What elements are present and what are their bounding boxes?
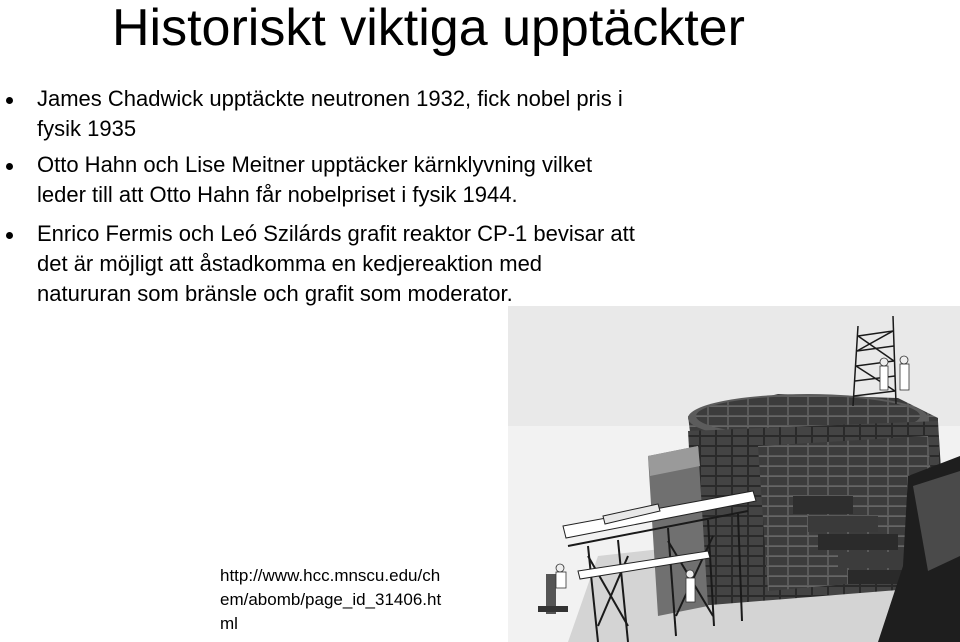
bullet-line: fysik 1935 xyxy=(37,116,137,141)
image-caption xyxy=(214,562,474,642)
bullet-dot-icon xyxy=(6,163,13,170)
bullet-text xyxy=(37,150,717,210)
slide-title: Historiskt viktiga upptäckter xyxy=(112,0,745,57)
bullet-line: James Chadwick upptäckte neutronen 1932, fick nobel pris i xyxy=(37,86,623,111)
caption-line: em/abomb/page_id_31406.ht xyxy=(220,590,442,609)
bullet-line: det är möjligt att åstadkomma en kedjereaktion med xyxy=(37,251,543,276)
bullet-dot-icon xyxy=(6,97,13,104)
bullet-line: natururan som bränsle och grafit som moderator. xyxy=(37,281,513,306)
bullet-dot-icon xyxy=(6,232,13,239)
caption-line: ml xyxy=(220,614,238,633)
reactor-illustration xyxy=(508,306,960,642)
reactor-drawing xyxy=(508,306,960,642)
bullet-line: Otto Hahn och Lise Meitner upptäcker kärnklyvning vilket xyxy=(37,152,593,177)
bullet-line: leder till att Otto Hahn får nobelpriset i fysik 1944. xyxy=(37,182,518,207)
caption-line: http://www.hcc.mnscu.edu/ch xyxy=(220,566,441,585)
bullet-text xyxy=(37,219,737,309)
bullet-line: Enrico Fermis och Leó Szilárds grafit reaktor CP-1 bevisar att xyxy=(37,221,635,246)
bullet-text xyxy=(37,84,737,144)
